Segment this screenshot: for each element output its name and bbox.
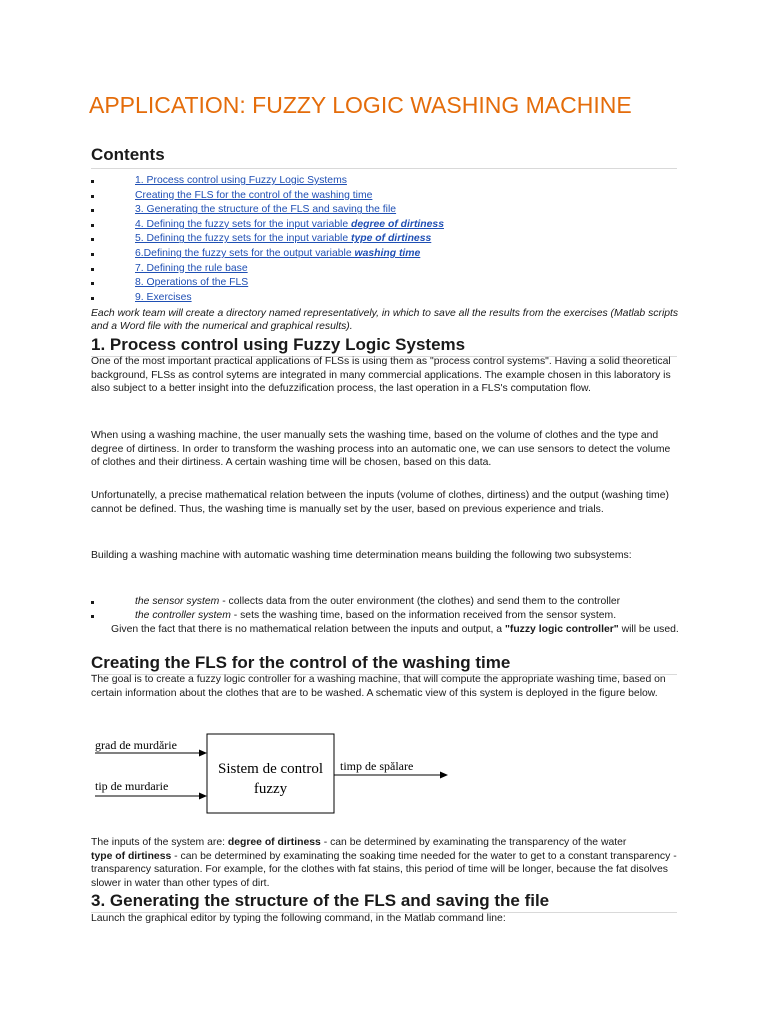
section-1-heading: 1. Process control using Fuzzy Logic Systems (91, 335, 677, 357)
toc-link-3[interactable]: 3. Generating the structure of the FLS and saving the file (135, 204, 397, 216)
toc-item (89, 174, 679, 189)
controller-label-line-2: fuzzy (253, 781, 288, 797)
toc-item (89, 203, 679, 218)
toc-item (89, 247, 679, 262)
list-item: the sensor system - collects data from the outer environment (the clothes) and send them to the controller (89, 595, 679, 609)
input-1-arrow (199, 750, 207, 757)
toc-item (89, 291, 679, 306)
section-1-paragraph-2: When using a washing machine, the user manually sets the washing time, based on the volume of clothes and the type and degree of dirtiness. In order to transform the washing process into an automatic one, we can use sensors to detect the volume of clothes and their dirtiness. A certain washing time will be chosen, based on this data. (91, 430, 671, 469)
section-1-paragraph-3: Unfortunatelly, a precise mathematical relation between the inputs (volume of clothes, dirtiness) and the output (washing time) cannot be defined. Thus, the washing time is manually set by the user, based on previous experience and trials. (91, 490, 669, 515)
toc-link-9[interactable]: 9. Exercises (135, 291, 192, 303)
section-2-paragraph-1: The goal is to create a fuzzy logic controller for a washing machine, that will compute the appropriate washing time, based on certain information about the clothes that are to be washed. A schematic view of this system is deployed in the figure below. (91, 674, 666, 699)
section-3-heading: 3. Generating the structure of the FLS and saving the file (91, 891, 677, 913)
toc-link-6[interactable]: 6.Defining the fuzzy sets for the output variable washing time (135, 247, 421, 259)
list-item-continuation: Given the fact that there is no mathematical relation between the inputs and output, a "fuzzy logic controller" will be used. (111, 624, 679, 635)
toc-item (89, 218, 679, 233)
toc-item (89, 232, 679, 247)
section-2-heading: Creating the FLS for the control of the washing time (91, 653, 677, 675)
toc-item (89, 276, 679, 291)
toc-link-1[interactable]: 1. Process control using Fuzzy Logic Systems (135, 175, 347, 186)
table-of-contents (89, 174, 679, 305)
output-arrow (440, 772, 448, 779)
toc-item (89, 262, 679, 277)
toc-link-5[interactable]: 5. Defining the fuzzy sets for the input variable type of dirtiness (135, 233, 432, 245)
section-3-paragraph-1: Launch the graphical editor by typing the following command, in the Matlab command line: (91, 913, 506, 924)
section-1-paragraph-1: One of the most important practical applications of FLSs is using them as "process control systems". Having a solid theoretical background, FLSs as control sytems are integrated in many commercial applications. The example chosen in this laboratory is also subject to a better insight into the defuzzification process, the last operation in a FLS's computation flow. (91, 356, 671, 395)
toc-link-8[interactable]: 8. Operations of the FLS (135, 277, 249, 289)
input-2-arrow (199, 793, 207, 800)
controller-label-line-1: Sistem de control (218, 761, 323, 777)
output-label: timp de spălare (340, 759, 414, 773)
system-inputs-paragraph: The inputs of the system are: degree of dirtiness - can be determined by examinating the transparency of the water type of dirtiness - can be determined by examinating the soaking time needed for the water to get to a constant transparency - transparency saturation. For example, for the clothes with fat stains, this period of time will be longer, because the fat disolves slower in water than other types of dirt. (91, 837, 677, 889)
toc-item (89, 189, 679, 204)
input-2-label: tip de murdarie (95, 779, 169, 793)
input-1-label: grad de murdărie (95, 738, 177, 752)
page-title: APPLICATION: FUZZY LOGIC WASHING MACHINE (89, 92, 632, 118)
work-team-note: Each work team will create a directory named representatively, in which to save all the results from the exercises (Matlab scripts and a Word file with the numerical and graphical results). (91, 308, 679, 332)
toc-link-4[interactable]: 4. Defining the fuzzy sets for the input variable degree of dirtiness (135, 218, 444, 230)
fuzzy-system-diagram (89, 726, 469, 826)
toc-link-7[interactable]: 7. Defining the rule base (135, 262, 248, 274)
contents-heading: Contents (91, 145, 677, 169)
list-item: the controller system - sets the washing time, based on the information received from the sensor system. (89, 609, 679, 623)
toc-link-2[interactable]: Creating the FLS for the control of the washing time (135, 189, 373, 201)
section-1-paragraph-4: Building a washing machine with automatic washing time determination means building the following two subsystems: (91, 550, 632, 561)
subsystems-list (89, 595, 679, 637)
